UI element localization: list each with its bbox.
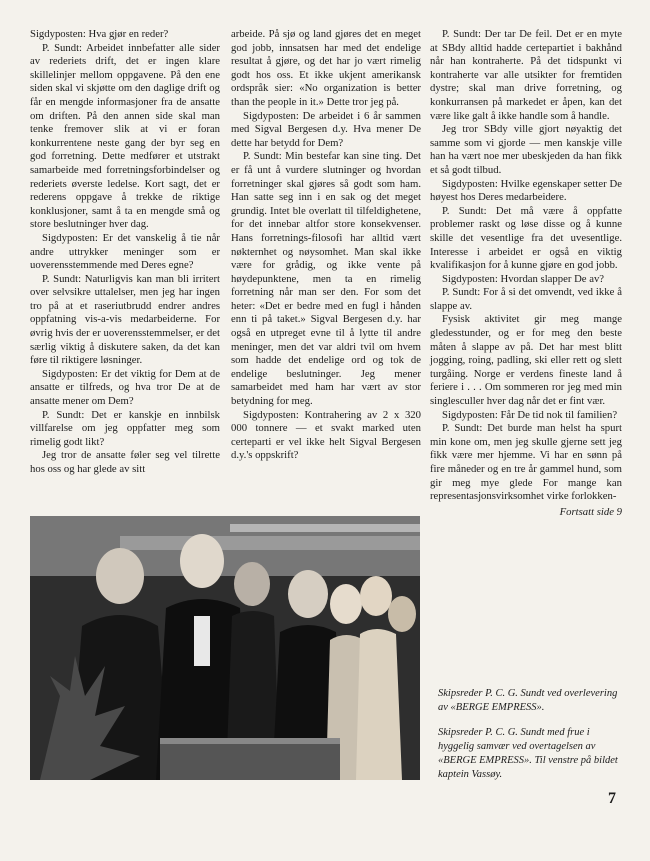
page-number: 7: [608, 790, 616, 807]
photo-illustration: [30, 516, 420, 780]
paragraph: P. Sundt: Det er kanskje en innbilsk villfarelse om jeg oppfatter meg som rimelig godt likt?: [30, 408, 220, 448]
photo-caption-2: Skipsreder P. C. G. Sundt med frue i hyggelig samvær ved overtagelsen av «BERGE EMPRESS». Til venstre på bildet kaptein Vassøy.: [438, 727, 618, 780]
text-column-1: [30, 28, 220, 477]
text-column-2: [231, 28, 421, 463]
paragraph: P. Sundt: Naturligvis kan man bli irritert over selvsikre uttalelser, men jeg har ingen tro på at et raseriutbrudd endrer andres oppfatning vis-a-vis medarbeiderne. For øvrig hvis der er uoverensstemmelser, er det særlig viktig å diskutere saken, da det kan føre til riktigere løsninger.: [30, 272, 220, 367]
paragraph: P. Sundt: Arbeidet innbefatter alle sider av rederiets drift, det er ingen klare skillelinjer mellom oppgavene. På den ene siden skal vi skjøtte om den daglige drift og får en mengde informasjoner fra de ansatte om driften. På den annen side skal man tenke fremover slik at vi er foran konkurrentene neste gang der byr seg en god forretning. Dette medfører et utstrakt samarbeide med forretningsforbindelser og rederiets øverste ledelse. Kort sagt, det er rederens oppgave å trekke de riktige konklusjoner, samt å ta en mengde små og store beslutninger hver dag.: [30, 41, 220, 231]
paragraph: Sigdyposten: Hva gjør en reder?: [30, 28, 169, 40]
paragraph: Sigdyposten: Er det viktig for Dem at de ansatte er tilfreds, og hva tror De at de ansatte mener om Dem?: [30, 367, 220, 408]
continued-note: Fortsatt side 9: [559, 505, 622, 518]
paragraph: P. Sundt: Det må være å oppfatte problemer raskt og løse disse og å kunne skille det vesentlige fra det uvesentlige. Interesse i arbeidet er også en viktig kvalifikasjon for å kunne gjøre en god jobb.: [430, 204, 622, 272]
paragraph: Sigdyposten: Får De tid nok til familien?: [442, 408, 618, 421]
paragraph: Sigdyposten: Kontrahering av 2 x 320 000 tonnere — et svakt marked uten certeparti er vel ikke helt Sigval Bergesen d.y.'s oppskrift?: [231, 408, 421, 462]
paragraph: arbeide. På sjø og land gjøres det en meget god jobb, innsatsen har med det endelige resultat å gjøre, og det har jo vært rimelig godt hos oss. Et ikke ukjent amerikansk ordspråk sier: «No organization is better than the people in it.» Dette tror jeg på.: [231, 28, 421, 108]
paragraph: Sigdyposten: Hvordan slapper De av?: [442, 272, 605, 285]
paragraph: P. Sundt: Der tar De feil. Det er en myte at SBdy alltid hadde certepartiet i bakhånd når han kontraherte. På det tidspunkt vi kontraherte var alle utsikter for fremtiden dystre; skal man drive forretning, og konkurransen på markedet er åpen, kan det være like galt å ikke handle som å handle.: [430, 28, 622, 122]
paragraph: Jeg tror de ansatte føler seg vel tilrette hos oss og har glede av sitt: [30, 449, 220, 475]
paragraph: Sigdyposten: Er det vanskelig å tie når andre uttrykker meninger som er uoverensstemmende med Deres egne?: [30, 231, 220, 272]
photo: [30, 516, 420, 780]
paragraph: Sigdyposten: Hvilke egenskaper setter De høyest hos Deres medarbeidere.: [430, 177, 622, 204]
paragraph: Fysisk aktivitet gir meg mange gledesstunder, og er for meg den beste måten å slappe av på. Det har mest blitt jogging, roing, padling, ski eller rett og slett turgåing. Norge er verdens fineste land å feriere i . . . Om sommeren ror jeg med min singlesculler hver dag når det er fint vær.: [430, 313, 622, 408]
paragraph: Jeg tror SBdy ville gjort nøyaktig det samme som vi gjorde — men kanskje ville han ha vært noe mer ubeskjeden da han fikk et så godt tilbud.: [430, 123, 622, 176]
text-column-3: [430, 28, 622, 519]
photo-caption-1: Skipsreder P. C. G. Sundt ved overlevering av «BERGE EMPRESS».: [438, 688, 618, 713]
paragraph: Sigdyposten: De arbeidet i 6 år sammen med Sigval Bergesen d.y. Hva mener De dette har betydd for Dem?: [231, 109, 421, 149]
paragraph: P. Sundt: Min bestefar kan sine ting. Det er få unt å vurdere slutninger og hvordan forretninger skal gjøres så godt som ham. Han satte seg inn i en sak og det meget grundig. Intet ble overlatt til tilfeldighetene, for det innebar altfor store konsekvenser. Hans forretnings-filosofi har alltid vært nøkternhet og nøysomhet. Man skal ikke være for grådig, og ikke vente på høydepunktene, men ta en rimelig forretning når man ser den. For som det heter: «Det er bedre med en fugl i hånden enn ti på taket.» Sigval Bergesen d.y. har også en utpreget evne til å lytte til andre meninger, men det var aldri tvil om hvem som hadde det endelige ord og tok de endelige beslutninger. Jeg mener samarbeidet med ham har vært av stor betydning for meg.: [231, 150, 421, 408]
paragraph: P. Sundt: For å si det omvendt, ved ikke å slappe av.: [430, 286, 622, 312]
paragraph: P. Sundt: Det burde man helst ha spurt min kone om, men jeg skulle gjerne sett jeg fikk være mer hjemme. Vi har en sønn på fire måneder og en tre år gammel hund, som gir meg mye glede For mange kan representasjonsvirksomhet virke forlokken-: [430, 422, 622, 503]
